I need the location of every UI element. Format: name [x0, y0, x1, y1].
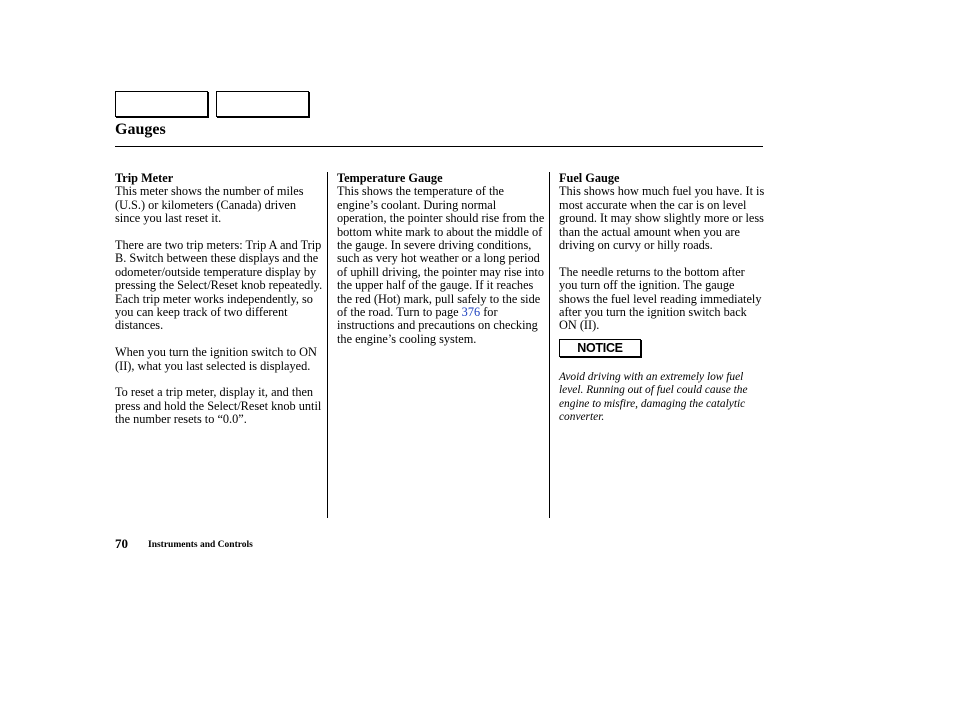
next-page-button[interactable] [216, 91, 309, 117]
trip-meter-paragraph: To reset a trip meter, display it, and then press and hold the Select/Reset knob until the number resets to “0.0”. [115, 385, 322, 427]
trip-meter-paragraph: When you turn the ignition switch to ON (II), what you last selected is displayed. [115, 345, 317, 373]
fuel-gauge-paragraph: The needle returns to the bottom after you turn off the ignition. The gauge shows the fuel level reading immediately after you turn the ignition switch back ON (II). [559, 264, 762, 333]
notice-text: Avoid driving with an extremely low fuel level. Running out of fuel could cause the engine to misfire, damaging the catalytic converter. [559, 370, 748, 424]
trip-meter-paragraph: This meter shows the number of miles (U.S.) or kilometers (Canada) driven since you last reset it. [115, 184, 304, 226]
title-divider [115, 146, 763, 147]
temperature-text-end: for instructions and precautions on checking the engine’s cooling system. [337, 305, 538, 346]
previous-page-button[interactable] [115, 91, 208, 117]
temperature-gauge-paragraph [337, 185, 545, 346]
page-number: 70 [115, 536, 128, 551]
trip-meter-paragraph: There are two trip meters: Trip A and Trip B. Switch between these displays and the odometer/outside temperature display by pressing the Select/Reset knob repeatedly. Each trip meter works independently, so you can keep track of two different distances. [115, 238, 323, 333]
notice-badge [559, 339, 641, 357]
trip-meter-column [115, 172, 323, 440]
section-title: Gauges [115, 121, 166, 138]
fuel-gauge-paragraph: This shows how much fuel you have. It is most accurate when the car is on level ground. It may show slightly more or less than the actual amount when you are driving on curvy or hilly roads. [559, 184, 765, 253]
fuel-gauge-column [559, 172, 765, 424]
temperature-text-start: This shows the temperature of the engine’s coolant. During normal operation, the pointer should rise from the bottom white mark to about the middle of the gauge. In severe driving conditions, such as very hot weather or a long period of uphill driving, the pointer may rise into the upper half of the gauge. If it reaches the red (Hot) mark, pull safely to the side of the road. Turn to page [337, 184, 545, 320]
trip-meter-heading: Trip Meter [115, 171, 174, 185]
temperature-gauge-column [337, 172, 545, 360]
fuel-gauge-heading: Fuel Gauge [559, 171, 620, 185]
page-376-link[interactable]: 376 [461, 305, 481, 320]
footer-section-name: Instruments and Controls [148, 540, 253, 550]
temperature-gauge-heading: Temperature Gauge [337, 171, 443, 185]
notice-label: NOTICE [577, 340, 623, 355]
column-divider [327, 172, 328, 518]
column-divider [549, 172, 550, 518]
